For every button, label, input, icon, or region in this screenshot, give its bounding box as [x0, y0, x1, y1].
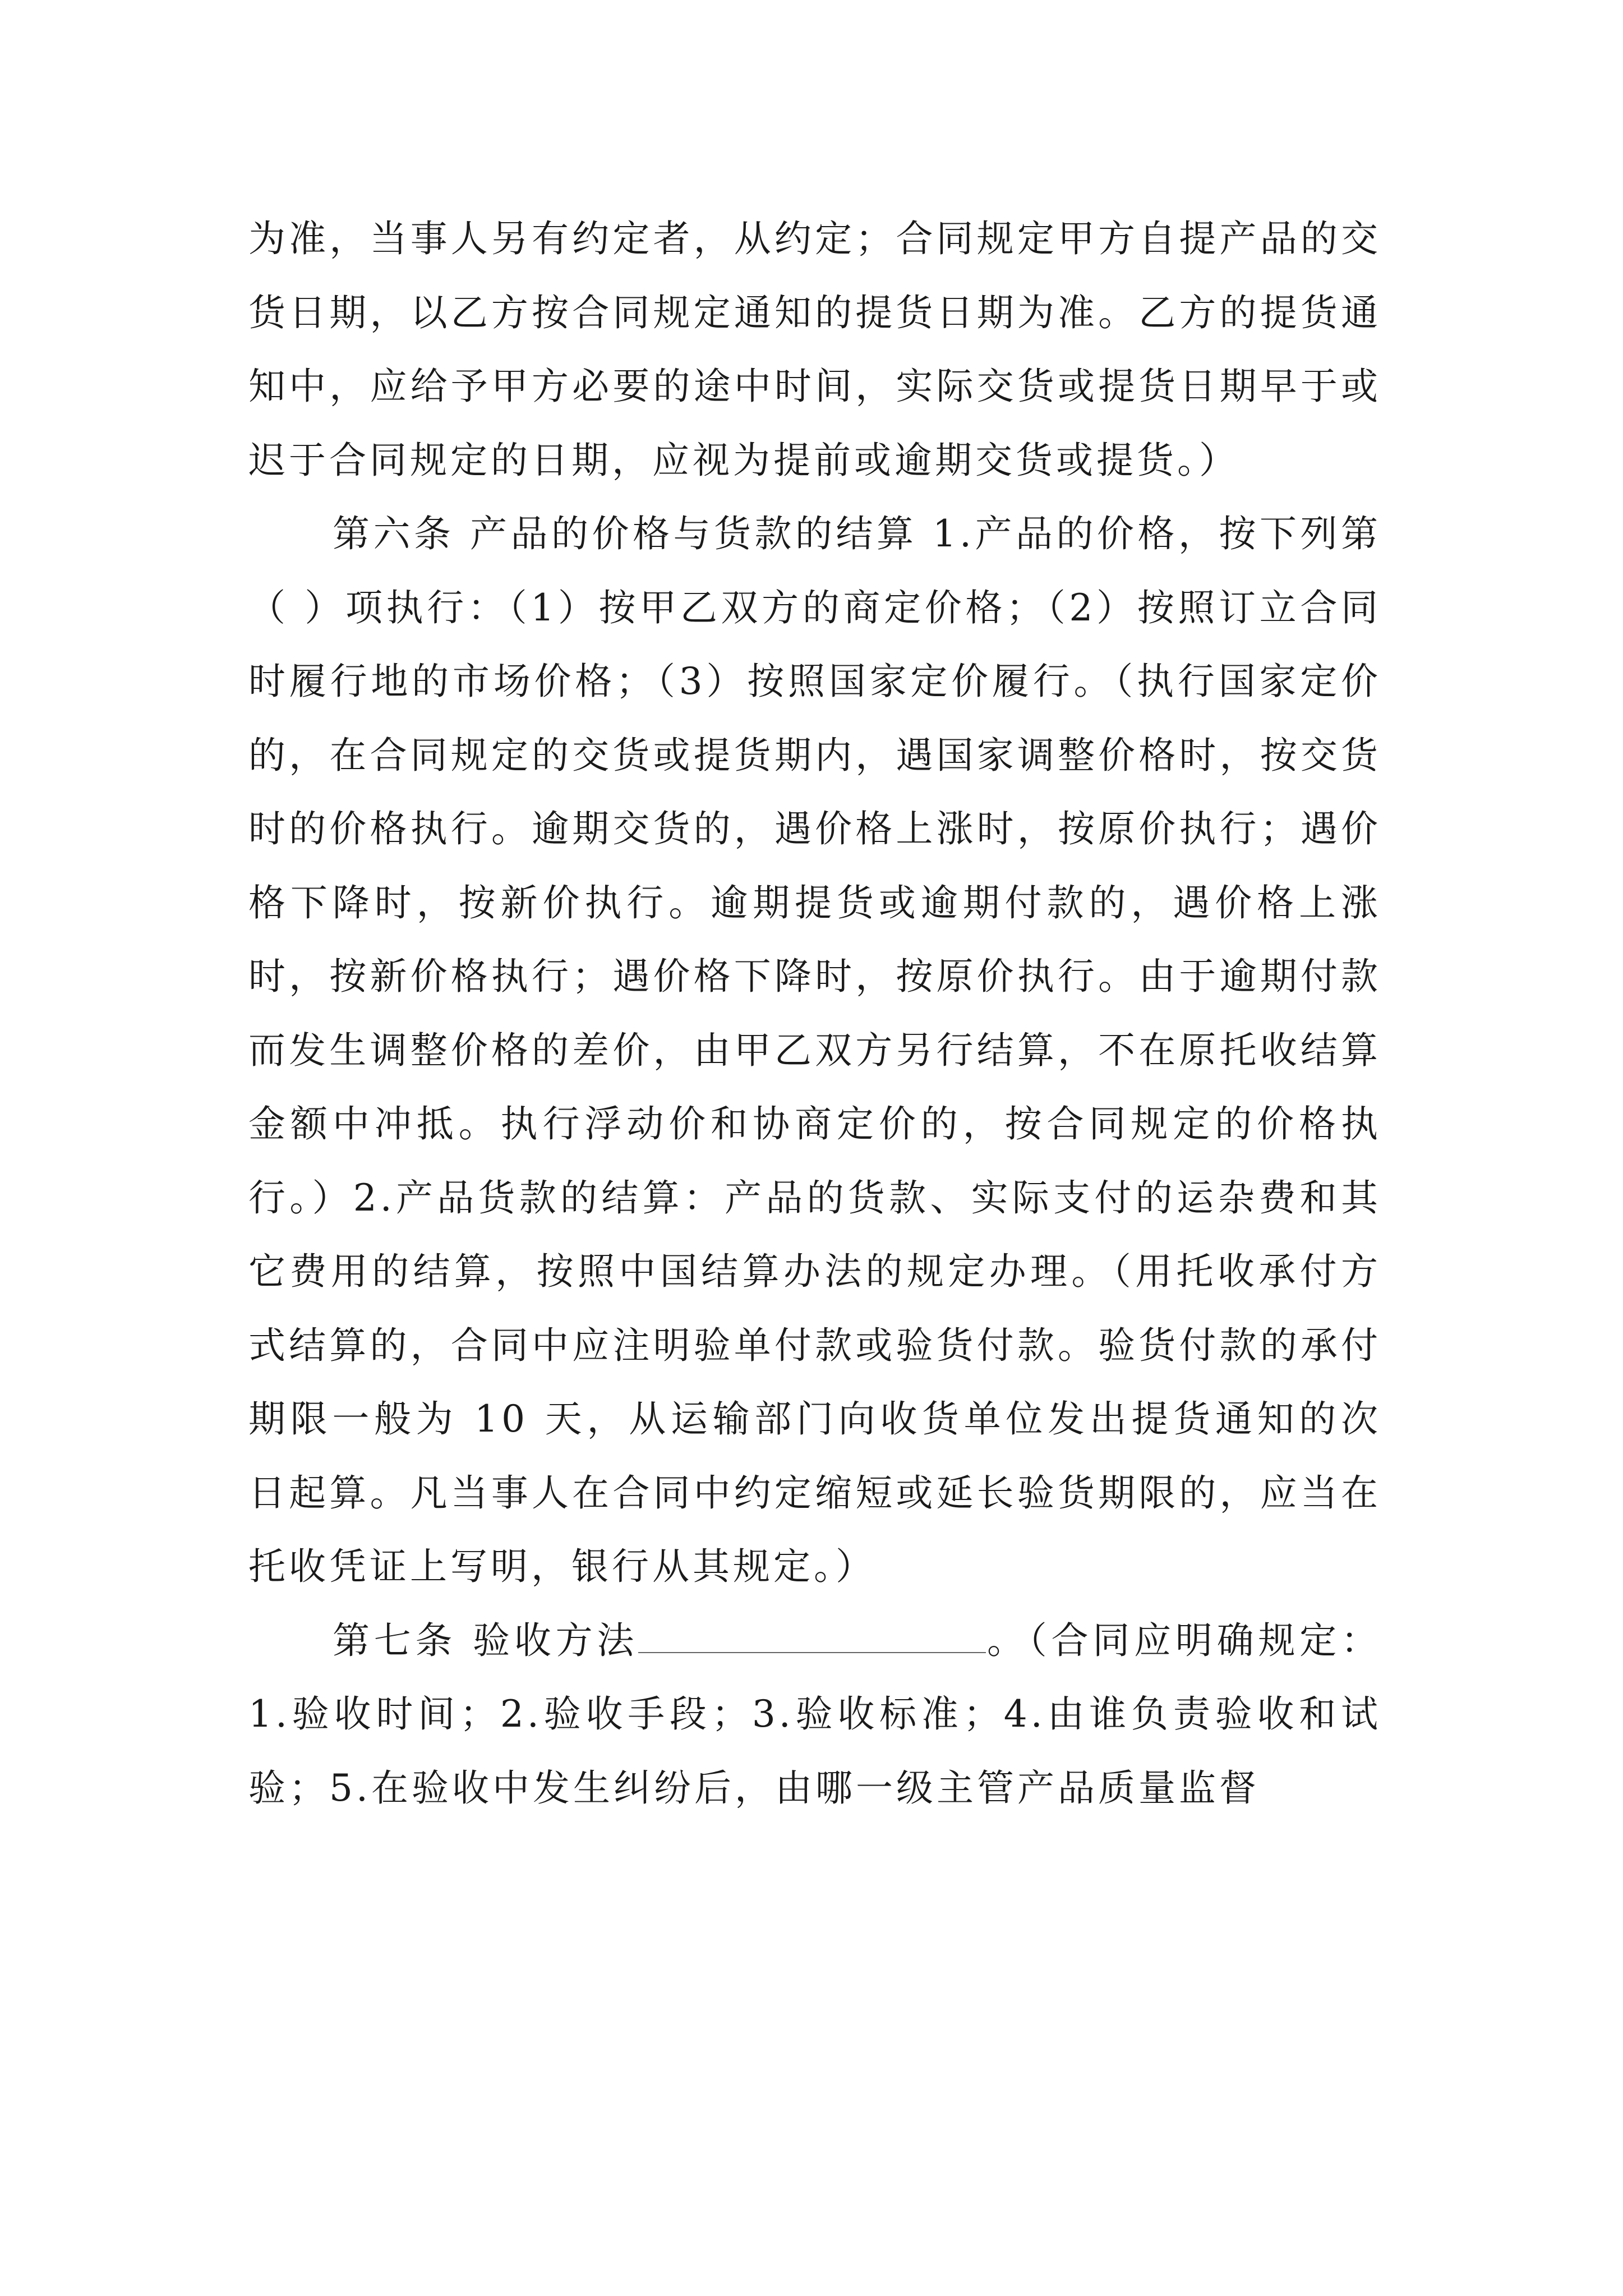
paragraph-article-6-price-settlement: 第六条 产品的价格与货款的结算 1.产品的价格，按下列第（ ）项执行：（1）按甲乙双方的商定价格；（2）按照订立合同时履行地的市场价格；（3）按照国家定价履行。（执行国家定价的，在合同规定的交货或提货期内，遇国家调整价格时，按交货时的价格执行。逾期交货的，遇价格上涨时，按原价执行；遇价格下降时，按新价执行。逾期提货或逾期付款的，遇价格上涨时，按新价格执行；遇价格下降时，按原价执行。由于逾期付款而发生调整价格的差价，由甲乙双方另行结算，不在原托收结算金额中冲抵。执行浮动价和协商定价的，按合同规定的价格执行。）2.产品货款的结算：产品的货款、实际支付的运杂费和其它费用的结算，按照中国结算办法的规定办理。（用托收承付方式结算的，合同中应注明验单付款或验货付款。验货付款的承付期限一般为 10 天，从运输部门向收货单位发出提货通知的次日起算。凡当事人在合同中约定缩短或延长验货期限的，应当在托收凭证上写明，银行从其规定。） [248, 512, 1381, 1588]
article-7-heading-text: 第七条 验收方法 [333, 1618, 639, 1662]
paragraph-article-7-acceptance [248, 1604, 1381, 1825]
paragraph-delivery-date-continued: 为准，当事人另有约定者，从约定；合同规定甲方自提产品的交货日期，以乙方按合同规定通知的提货日期为准。乙方的提货通知中，应给予甲方必要的途中时间，实际交货或提货日期早于或迟于合同规定的日期，应视为提前或逾期交货或提货。） [248, 217, 1381, 482]
acceptance-method-blank [638, 1621, 986, 1653]
article-7-body-text: 。（合同应明确规定：1.验收时间；2.验收手段；3.验收标准；4.由谁负责验收和试验；5.在验收中发生纠纷后，由哪一级主管产品质量监督 [248, 1618, 1382, 1810]
document-body [248, 202, 1381, 1825]
